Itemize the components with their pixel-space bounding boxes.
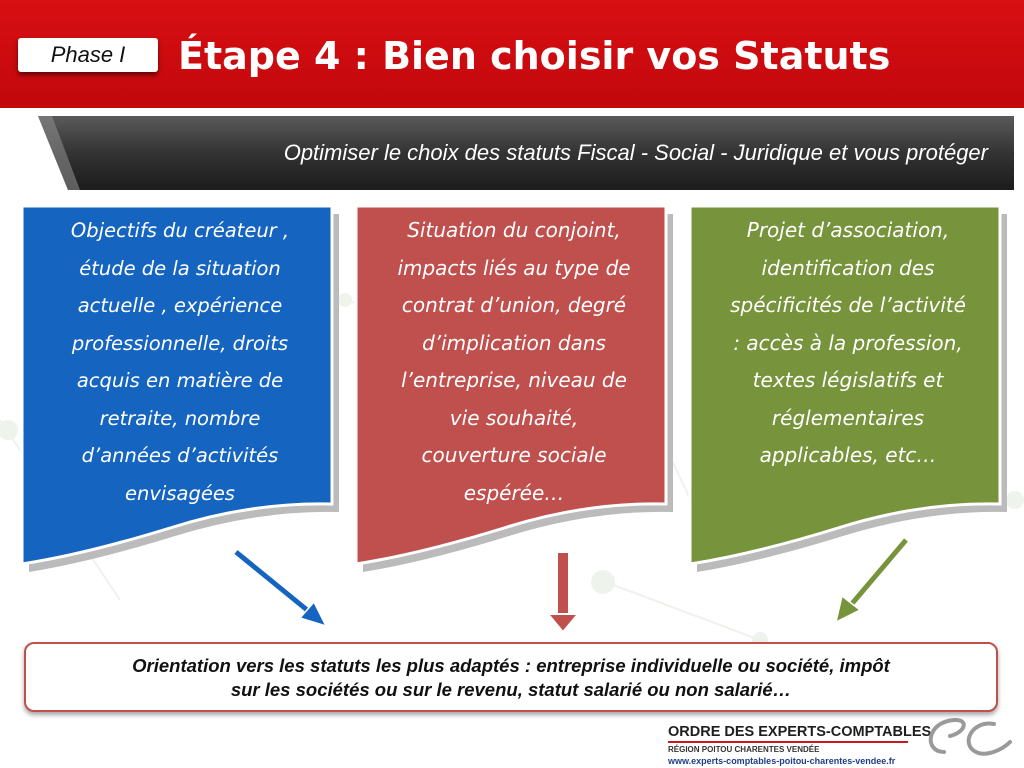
card-line: Objectifs du créateur , (70, 219, 290, 242)
card-line: couverture sociale (421, 443, 607, 467)
footer-organization: ORDRE DES EXPERTS-COMPTABLES (668, 724, 932, 740)
card-association (688, 206, 1008, 586)
card-line: Situation du conjoint, (407, 218, 621, 242)
card-line: professionnelle, droits (71, 331, 289, 355)
card-line: retraite, nombre (99, 406, 261, 430)
ec-logo-icon (914, 712, 1024, 768)
card-text (700, 212, 996, 475)
card-line: spécificités de l’activité (730, 293, 966, 317)
card-line: vie souhaité, (449, 405, 579, 430)
card-line: d’années d’activités (81, 444, 279, 467)
card-createur (20, 206, 340, 586)
footer-divider (668, 741, 908, 743)
card-line: contrat d’union, degré (401, 293, 627, 317)
card-line: textes législatifs et (752, 368, 944, 392)
card-line: impacts liés au type de (397, 255, 631, 280)
card-line: étude de la situation (79, 256, 281, 280)
card-line: envisagées (125, 481, 235, 505)
footer-region: RÉGION POITOU CHARENTES VENDÉE (668, 745, 820, 754)
footer-url-link[interactable]: www.experts-comptables-poitou-charentes-vendee.fr (668, 756, 896, 766)
phase-tag: Phase I (18, 38, 158, 72)
conclusion-text (34, 654, 988, 702)
card-line: Projet d’association, (746, 218, 950, 242)
card-line: applicables, etc… (759, 443, 937, 467)
card-line: actuelle , expérience (77, 294, 283, 317)
card-text (366, 212, 662, 512)
conclusion-line: Orientation vers les statuts les plus adaptés : entreprise individuelle ou société, impôt (132, 655, 890, 676)
card-text (32, 212, 328, 512)
subtitle-banner-text: Optimiser le choix des statuts Fiscal - Social - Juridique et vous protéger (283, 140, 988, 165)
conclusion-line: sur les sociétés ou sur le revenu, statut salarié ou non salarié… (230, 679, 792, 700)
conclusion-box (24, 642, 998, 712)
card-conjoint (354, 206, 674, 586)
card-line: acquis en matière de (76, 369, 284, 392)
header-bar (0, 0, 1024, 108)
page-title: Étape 4 : Bien choisir vos Statuts (178, 34, 891, 78)
card-line: l’entreprise, niveau de (401, 368, 627, 392)
card-line: : accès à la profession, (733, 330, 963, 355)
card-line: identification des (761, 255, 935, 280)
card-line: espérée… (463, 480, 565, 505)
card-line: d’implication dans (422, 330, 606, 355)
card-line: réglementaires (771, 405, 925, 430)
